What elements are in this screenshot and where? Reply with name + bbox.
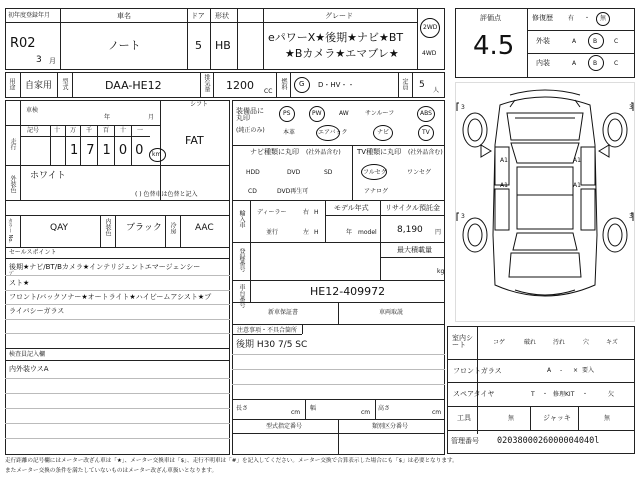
equip-abs: ABS: [420, 110, 432, 117]
diagram-3-4: 3: [629, 213, 633, 220]
ext-grade-a: A: [572, 38, 577, 45]
car-name-label: 車名: [117, 12, 131, 20]
car-name: ノート: [108, 39, 141, 52]
recycle-value: 8,190: [397, 225, 423, 235]
equip-sunroof: サンルーフ: [365, 110, 395, 117]
spare-kit: 修理KIT: [553, 391, 575, 398]
navi-dvd-play: DVD再生可: [277, 188, 309, 195]
diagram-a1-4: A1: [573, 182, 581, 189]
int-grade-b: B: [593, 60, 598, 67]
max-load-kg: kg: [437, 268, 445, 275]
tv-analog: アナログ: [364, 188, 389, 195]
diagram-3-2: 3: [629, 104, 633, 111]
mgmt-value: 0203800026000004040l: [497, 436, 600, 446]
mileage-header-3: 千: [86, 127, 93, 134]
sales-line4: ライバシーガラス: [9, 307, 65, 315]
sales-overlap: ﾌﾞ: [9, 271, 16, 278]
mgmt-label: 管理番号: [451, 437, 479, 445]
model-year-label: モデル年式: [334, 204, 369, 212]
chassis-label: 車台番号: [238, 284, 245, 308]
equipment-label: 装備品に丸印: [236, 107, 264, 122]
diagram-a1-1: A1: [500, 157, 508, 164]
new-car-warranty: 新車保証書: [268, 309, 299, 316]
sales-line1: 後期★ナビ/BT/Bカメラ★インテリジェントエマージェンシー: [9, 263, 201, 271]
model-label: 型式: [61, 78, 68, 90]
import-h1: H: [314, 209, 319, 216]
interior-item-1: コゲ: [493, 339, 506, 346]
navi-cd: CD: [248, 188, 257, 195]
door-label: ドア: [191, 12, 205, 20]
dim-length-cm: cm: [291, 409, 301, 416]
mileage-digits-label: 記号: [27, 127, 40, 134]
front-glass-dash: -: [560, 367, 563, 374]
interior-grade-label: 内装: [536, 59, 550, 67]
inspection-month: 月: [148, 114, 155, 121]
exterior-grade-label: 外装: [536, 37, 550, 45]
diagram-a1-3: A1: [500, 182, 508, 189]
interior-detail-label: 室内シート: [452, 334, 473, 349]
equip-ps: PS: [283, 110, 291, 117]
navi-sd: SD: [324, 169, 333, 176]
capacity-label: 定員: [401, 78, 408, 90]
interior-item-4: 穴: [583, 339, 590, 346]
sales-line3: フロント/バックソナー★オートライト★ハイビームアシスト★プ: [9, 293, 212, 301]
int-grade-a: A: [572, 60, 577, 67]
dim-width-cm: cm: [361, 409, 371, 416]
recycle-label: リサイクル預託金: [385, 204, 441, 212]
cc-unit: CC: [264, 88, 273, 95]
model-year-model: model: [358, 229, 377, 236]
registration-label: 登録番号: [238, 248, 245, 272]
sales-point-label: セールスポイント: [9, 249, 57, 256]
tv-oneseg: ワンセグ: [407, 169, 432, 176]
class-no-label: 類別区分番号: [372, 423, 409, 430]
first-reg-label: 初年度登録年月: [8, 12, 51, 19]
ac-value: AAC: [195, 223, 214, 233]
int-grade-c: C: [614, 60, 619, 67]
shape: HB: [215, 39, 231, 52]
reg-month: 3: [36, 55, 42, 65]
tools-label: 工具: [457, 414, 471, 422]
max-load-label: 最大積載量: [397, 246, 432, 254]
front-glass-a: A: [547, 367, 552, 374]
equip-pw: PW: [312, 110, 322, 117]
dim-height: 高さ: [378, 405, 391, 412]
interior-color-label: 内装色: [104, 218, 111, 236]
spare-t: T: [531, 391, 535, 398]
capacity: 5: [419, 80, 425, 90]
import-left: 左: [303, 229, 310, 236]
shift-value: FAT: [185, 134, 204, 147]
model-year-year: 年: [346, 229, 353, 236]
interior-item-5: キズ: [606, 339, 618, 346]
equip-navi: ナビ: [377, 129, 390, 136]
inspection-label: 車検: [26, 107, 39, 114]
displacement-label: 排気量: [203, 74, 210, 92]
spare-label: スペアタイヤ: [453, 390, 495, 398]
navi-hdd: HDD: [246, 169, 260, 176]
equip-tv: TV: [422, 129, 430, 136]
interior-color: ブラック: [126, 223, 162, 233]
footer-line2: またメーター交換の条件を満たしていないものはメーター改ざん車扱いとなります。: [5, 468, 218, 474]
dim-height-cm: cm: [432, 409, 442, 416]
import-h2: H: [314, 229, 319, 236]
front-glass-label: フロントガラス: [453, 367, 502, 375]
exterior-note: ( ) 色替車は色替と記入: [135, 191, 198, 198]
fuel-label: 燃料: [280, 78, 287, 90]
drive-4wd: 4WD: [422, 50, 437, 57]
model: DAA-HE12: [105, 79, 162, 92]
footer-line1: 走行距離の記号欄にはメーター改ざん車は「★」、メーター交換車は「$」、走行不明車は「#」を記入してください。メーター交換で合算表示した場合にも「$」は必要となります。: [5, 458, 458, 464]
tv-title: TV種類に丸印: [357, 148, 402, 156]
import-dealer: ディーラー: [257, 209, 287, 216]
sales-line2: スト★: [9, 279, 30, 287]
interior-item-2: 破れ: [524, 339, 537, 346]
capacity-unit: 人: [433, 87, 440, 94]
mileage-label: 走行: [9, 138, 16, 150]
shape-label: 形状: [215, 12, 229, 20]
exterior-color: ホワイト: [30, 171, 66, 181]
equip-aw: AW: [339, 110, 349, 117]
grade-line1: eパワーX★後期★ナビ★BT: [268, 31, 404, 44]
mileage-value: 17100: [70, 143, 152, 158]
notes-value: 後期 H30 7/5 SC: [236, 340, 308, 350]
purpose-label: 用途: [8, 78, 15, 90]
use-row: [5, 72, 445, 98]
import-label: 輸入車: [238, 210, 245, 228]
grade-label: グレード: [325, 12, 353, 20]
fuel-g: G: [299, 80, 305, 88]
dim-width: 幅: [310, 405, 317, 412]
front-glass-x: ×: [573, 367, 579, 374]
import-right: 右: [303, 209, 310, 216]
diagram-3-3: 3: [461, 213, 465, 220]
mileage-header-4: 百: [103, 127, 110, 134]
doors: 5: [195, 39, 202, 52]
jack-value: 無: [604, 415, 611, 422]
displacement: 1200: [226, 79, 254, 92]
tools-value: 無: [508, 415, 515, 422]
ac-label: 冷房: [169, 222, 176, 234]
mileage-header-6: 一: [137, 127, 144, 134]
ext-grade-b: B: [593, 38, 598, 45]
drive-2wd: 2WD: [423, 24, 438, 31]
fuel-options: D・HV・・: [318, 81, 355, 89]
type-no-label: 型式指定番号: [266, 423, 303, 430]
spare-missing: 欠: [608, 391, 615, 398]
repair-yes: 有: [568, 15, 575, 22]
exterior-label: 外装色: [9, 175, 16, 193]
import-parallel: 並行: [266, 229, 279, 236]
reg-month-unit: 月: [49, 57, 56, 65]
interior-item-3: 汚れ: [553, 339, 566, 346]
equip-airbag: エアバック: [318, 129, 348, 136]
vehicle-manual: 車両取説: [379, 309, 404, 316]
score-label: 評価点: [480, 14, 501, 22]
navi-title: ナビ種類に丸印: [250, 148, 299, 156]
mileage-unit: km: [152, 151, 162, 158]
car-diagram: [455, 85, 635, 320]
grade-line2: ★Bカメラ★エマブレ★: [285, 47, 399, 60]
mileage-header-1: 十: [54, 127, 61, 134]
inspection-year: 年: [104, 114, 111, 121]
shift-label: シフト: [190, 101, 209, 108]
mileage-header-5: 十: [120, 127, 127, 134]
tv-fullseg: フルセグ: [363, 169, 387, 176]
ext-grade-c: C: [614, 38, 619, 45]
inspector-label: 検査員記入欄: [9, 351, 46, 358]
color-no-label: カラー No.: [7, 218, 13, 243]
tv-sub: (社外品含む): [408, 149, 443, 156]
mileage-header-2: 万: [70, 127, 77, 134]
notes-label: 注意事項・不具合箇所: [237, 327, 298, 334]
repair-label: 修復歴: [532, 14, 553, 22]
score-value: 4.5: [473, 31, 515, 61]
color-no: QAY: [50, 223, 69, 233]
repair-no: 無: [600, 15, 607, 22]
dim-length: 長さ: [236, 405, 249, 412]
purpose: 自家用: [25, 81, 53, 91]
inspector-value: 内外装ウスA: [9, 365, 49, 373]
recycle-unit: 円: [435, 229, 442, 236]
chassis-value: HE12-409972: [310, 285, 386, 298]
diagram-a1-2: A1: [573, 157, 581, 164]
diagram-3-1: 3: [461, 104, 465, 111]
equipment-sub: (純正のみ): [236, 127, 265, 134]
navi-sub: (社外品含む): [306, 149, 341, 156]
jack-label: ジャッキ: [543, 414, 571, 422]
front-glass-replace: 要入: [582, 367, 595, 374]
equip-leather: 本革: [283, 129, 296, 136]
navi-dvd: DVD: [287, 169, 301, 176]
reg-era-year: R02: [10, 36, 36, 51]
